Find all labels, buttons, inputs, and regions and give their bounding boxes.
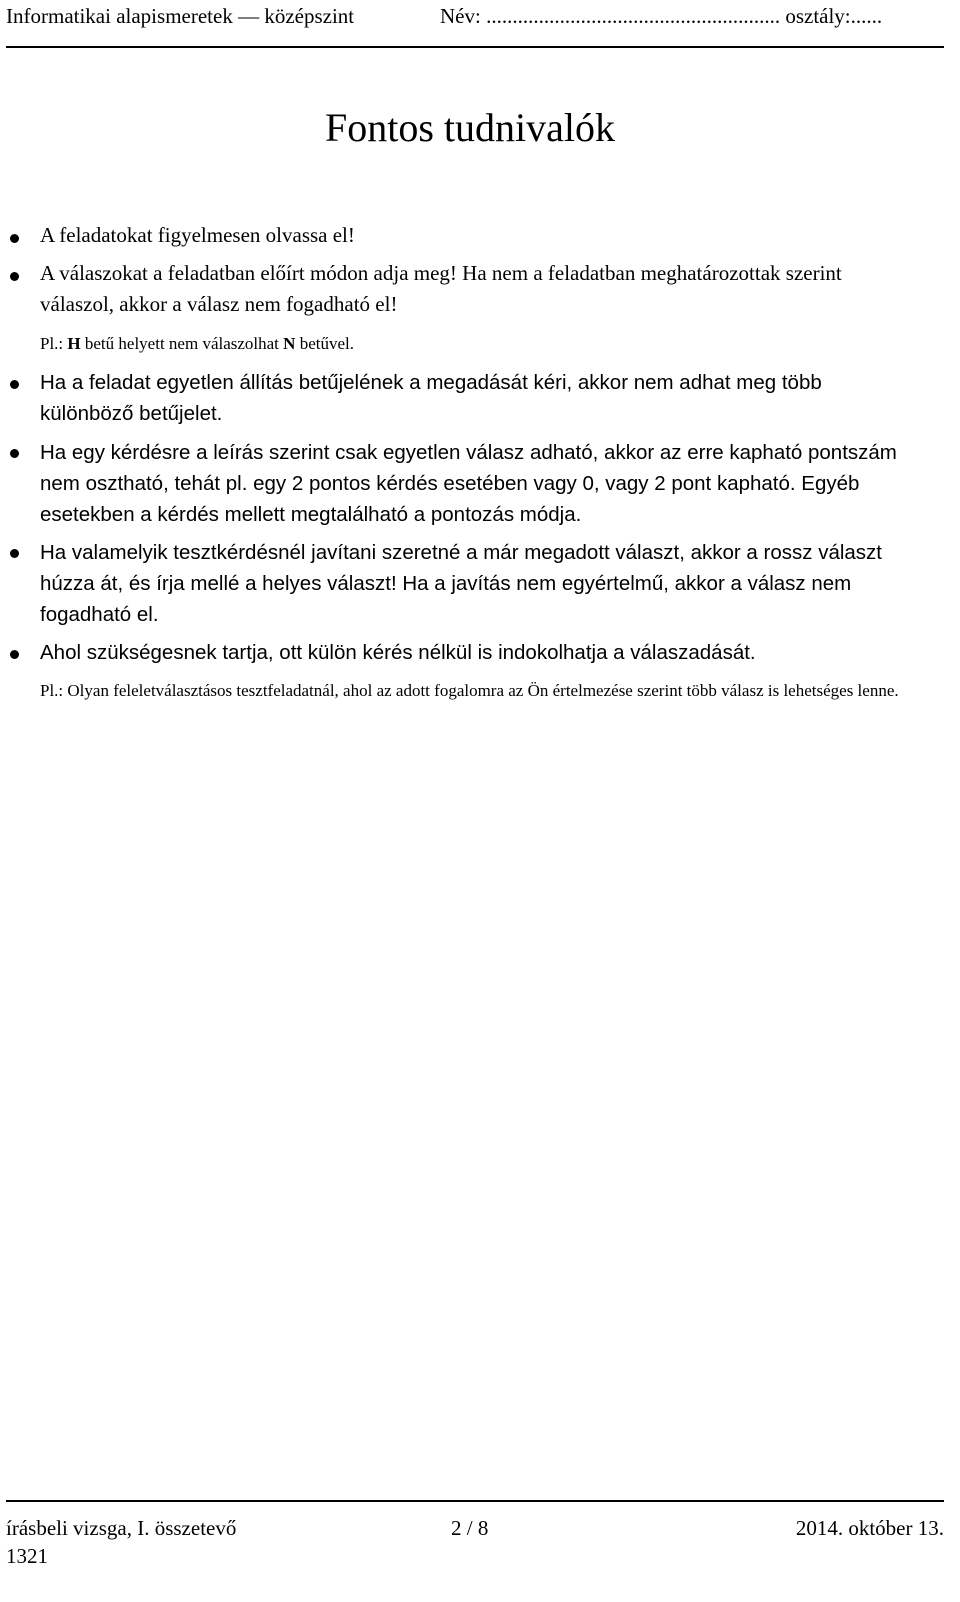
page-header <box>6 0 944 48</box>
bullet-icon <box>10 650 19 659</box>
footer-code: 1321 <box>6 1544 48 1568</box>
page-footer <box>6 1500 944 1602</box>
bullet-icon <box>10 449 19 458</box>
note-example-h: Pl.: H betű helyett nem válaszolhat N betűvel. <box>40 334 354 353</box>
bullet-icon <box>10 234 19 243</box>
page-title: Fontos tudnivalók <box>324 105 616 150</box>
footer-page-number: 2 / 8 <box>451 1516 489 1540</box>
list-item: A válaszokat a feladatban előírt módon adja meg! Ha nem a feladatban meghatározottak szerint válaszol, akkor a válasz nem fogadható el! <box>40 261 842 316</box>
list-item: A feladatokat figyelmesen olvassa el! <box>40 223 355 247</box>
bullet-icon <box>10 549 19 558</box>
note-example-explanation: Pl.: Olyan feleletválasztásos tesztfeladatnál, ahol az adott fogalomra az Ön értelmezése szerint több válasz is lehetséges lenne. <box>40 681 899 700</box>
list-item: Ha egy kérdésre a leírás szerint csak egyetlen válasz adható, akkor az erre kapható pontszám nem osztható, tehát pl. egy 2 pontos kérdés esetében vagy 0, vagy 2 pont kapható. Egyéb esetekben a kérdés mellett megtalálható a pontozás módja. <box>40 441 897 526</box>
list-item: Ahol szükségesnek tartja, ott külön kérés nélkül is indokolhatja a válaszadását. <box>40 641 756 664</box>
footer-date: 2014. október 13. <box>795 1516 944 1540</box>
list-item: Ha valamelyik tesztkérdésnél javítani szeretné a már megadott választ, akkor a rossz választ húzza át, és írja mellé a helyes választ! Ha a javítás nem egyértelmű, akkor a válasz nem fogadható el. <box>40 541 882 626</box>
header-subject: Informatikai alapismeretek — középszint <box>6 4 355 28</box>
footer-exam-part: írásbeli vizsga, I. összetevő <box>6 1516 237 1540</box>
list-item: Ha a feladat egyetlen állítás betűjelének a megadását kéri, akkor nem adhat meg több különböző betűjelet. <box>40 371 822 425</box>
bullet-icon <box>10 272 19 281</box>
bullet-icon <box>10 380 19 389</box>
header-name-field: Név: ........................................................ osztály:...... <box>440 4 883 28</box>
